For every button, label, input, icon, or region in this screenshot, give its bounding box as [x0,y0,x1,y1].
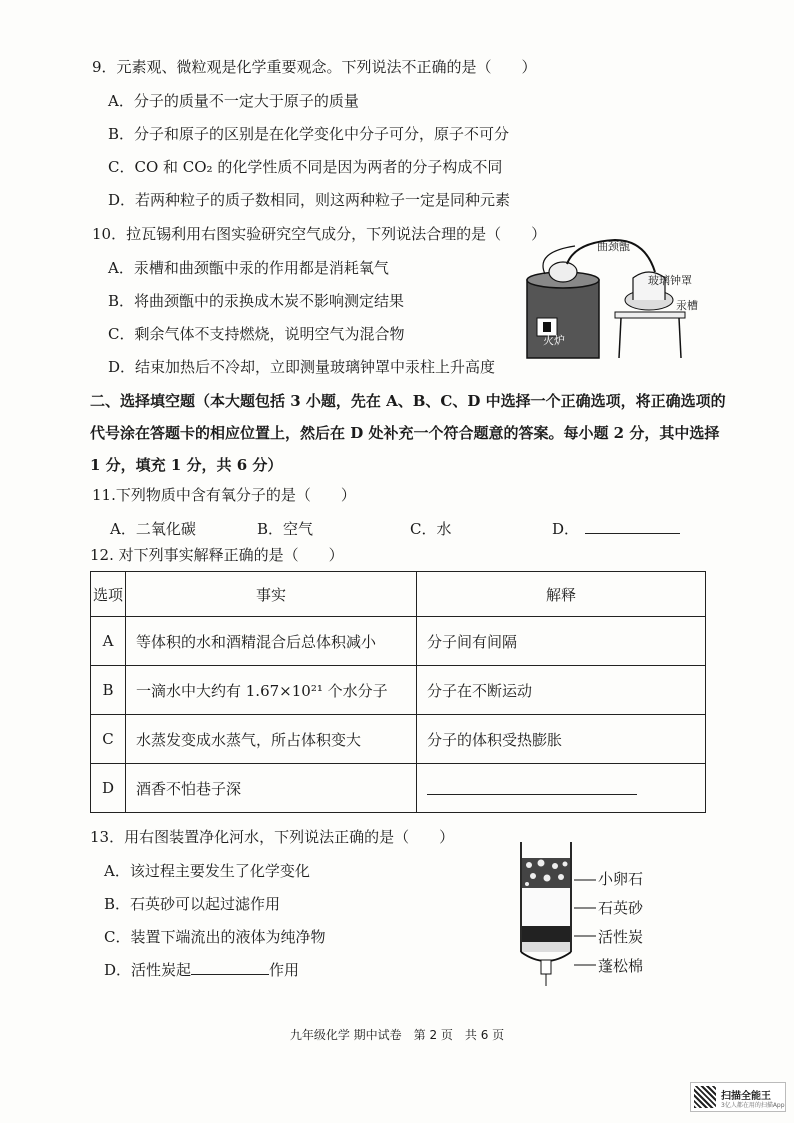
table-cell-explain: 分子间有间隔 [417,617,706,666]
figure-label-furnace: 火炉 [543,334,565,347]
section2-line1: 二、选择填空题（本大题包括 3 小题，先在 A、B、C、D 中选择一个正确选项，将正确选项的 [90,392,726,410]
q12-table [90,571,706,813]
q13-stem: 13．用右图装置净化河水，下列说法正确的是（ ） [90,828,455,846]
q11-option-c: C．水 [410,520,452,538]
q10-option-b: B．将曲颈甑中的汞换成木炭不影响测定结果 [108,292,405,310]
q10-option-a: A．汞槽和曲颈甑中汞的作用都是消耗氧气 [108,259,389,277]
table-cell-option: D [91,764,126,813]
figure-leader-lines [574,860,598,980]
table-cell-explain: 分子的体积受热膨胀 [417,715,706,764]
section2-line3: 1 分，填充 1 分，共 6 分） [90,456,283,474]
q13-option-a: A．该过程主要发生了化学变化 [104,862,310,880]
q9-option-a: A．分子的质量不一定大于原子的质量 [108,92,359,110]
q10-option-c: C．剩余气体不支持燃烧，说明空气为混合物 [108,325,405,343]
q11-option-a: A．二氧化碳 [110,520,196,538]
table-cell-option: B [91,666,126,715]
badge-subtitle: 3亿人都在用的扫描App [721,1102,785,1109]
q13-option-d: D．活性炭起 作用 [104,961,300,979]
q13-answer-blank[interactable] [191,960,269,975]
q13-option-c: C．装置下端流出的液体为纯净物 [104,928,326,946]
page-footer: 九年级化学 期中试卷 第 2 页 共 6 页 [289,1028,505,1042]
figure-label-trough: 汞槽 [676,299,698,312]
table-header: 选项 [91,572,126,617]
figure-label-quartz-sand: 石英砂 [598,899,644,917]
q9-stem: 9．元素观、微粒观是化学重要观念。下列说法不正确的是（ ） [92,58,537,76]
figure-label-bell-jar: 玻璃钟罩 [648,274,692,287]
qr-code-icon [694,1086,716,1108]
q9-option-b: B．分子和原子的区别是在化学变化中分子可分，原子不可分 [108,125,510,143]
figure-label-cotton: 蓬松棉 [598,957,644,975]
q10-stem: 10．拉瓦锡利用右图实验研究空气成分，下列说法合理的是（ ） [92,225,547,243]
q11-stem: 11.下列物质中含有氧分子的是（ ） [92,486,356,504]
table-header: 解释 [417,572,706,617]
table-cell-fact: 一滴水中大约有 1.67×10²¹ 个水分子 [126,666,417,715]
table-cell-explain-blank[interactable] [417,764,706,813]
q9-option-d: D．若两种粒子的质子数相同，则这两种粒子一定是同种元素 [108,191,511,209]
figure-label-activated-carbon: 活性炭 [598,928,644,946]
q11-answer-blank[interactable] [585,519,680,534]
scanner-app-badge [690,1082,786,1112]
q12-answer-blank[interactable] [427,778,637,795]
q11-option-b: B．空气 [257,520,314,538]
table-cell-option: C [91,715,126,764]
table-row [91,617,706,666]
q12-stem: 12. 对下列事实解释正确的是（ ） [90,546,344,564]
table-cell-explain: 分子在不断运动 [417,666,706,715]
section2-line2: 代号涂在答题卡的相应位置上，然后在 D 处补充一个符合题意的答案。每小题 2 分，其中选择 [90,424,720,442]
figure-label-pebbles: 小卵石 [598,870,644,888]
table-cell-option: A [91,617,126,666]
table-row [91,666,706,715]
table-header: 事实 [126,572,417,617]
q11-option-d: D． [552,519,680,539]
table-row [91,715,706,764]
q9-option-c: C．CO 和 CO₂ 的化学性质不同是因为两者的分子构成不同 [108,158,503,176]
q10-option-d: D．结束加热后不冷却，立即测量玻璃钟罩中汞柱上升高度 [108,358,496,376]
table-cell-fact: 等体积的水和酒精混合后总体积减小 [126,617,417,666]
table-header-row [91,572,706,617]
table-cell-fact: 水蒸发变成水蒸气，所占体积变大 [126,715,417,764]
badge-title: 扫描全能王 [721,1091,771,1102]
q13-option-b: B．石英砂可以起过滤作用 [104,895,281,913]
table-row [91,764,706,813]
table-cell-fact: 酒香不怕巷子深 [126,764,417,813]
figure-label-retort: 曲颈甑 [597,240,630,253]
